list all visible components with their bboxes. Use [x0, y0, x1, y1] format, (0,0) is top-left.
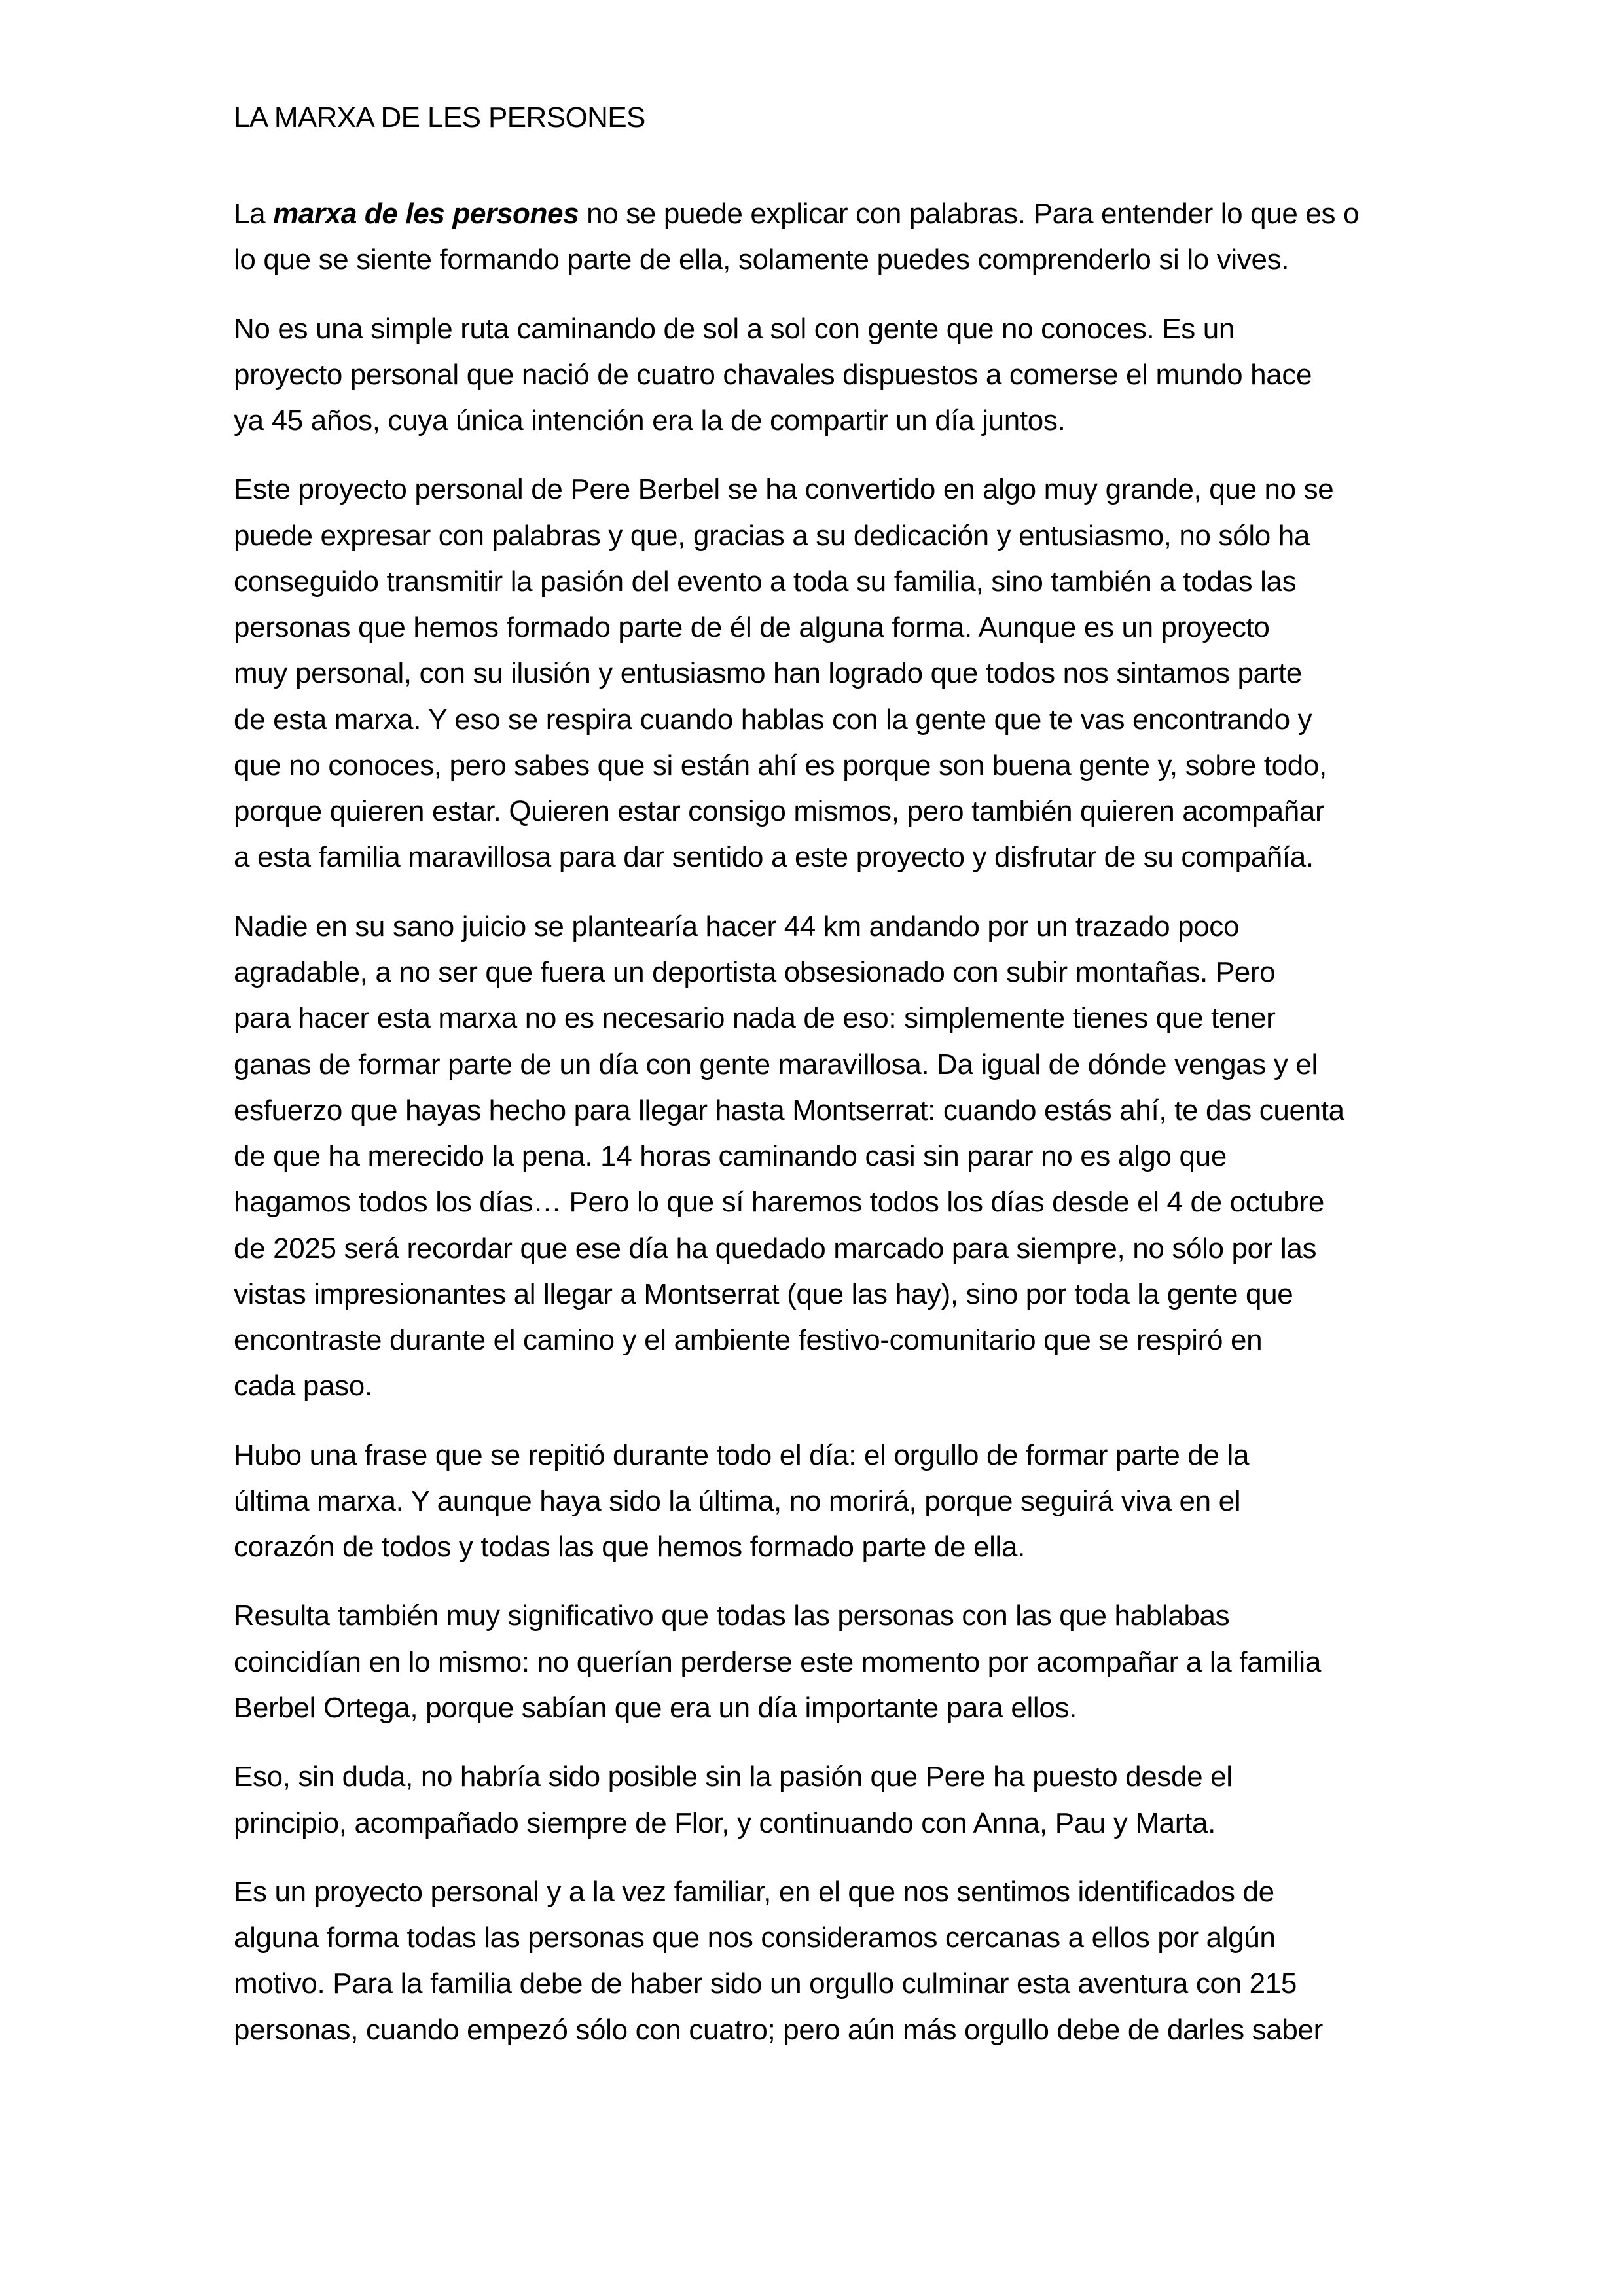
- text-line: proyecto personal que nació de cuatro chavales dispuestos a comerse el mundo hace: [234, 358, 1312, 391]
- text-line: para hacer esta marxa no es necesario nada de eso: simplemente tienes que tener: [234, 1002, 1276, 1035]
- text-line: Eso, sin duda, no habría sido posible sin la pasión que Pere ha puesto desde el: [234, 1761, 1233, 1793]
- text-line: coincidían en lo mismo: no querían perderse este momento por acompañar a la familia: [234, 1645, 1321, 1678]
- text-line: de esta marxa. Y eso se respira cuando hablas con la gente que te vas encontrando y: [234, 703, 1312, 736]
- document-body: [234, 191, 1477, 2076]
- paragraph: [234, 1869, 1477, 2053]
- paragraph: [234, 1433, 1477, 1571]
- text-line: Resulta también muy significativo que todas las personas con las que hablabas: [234, 1600, 1230, 1632]
- text-line: motivo. Para la familia debe de haber sido un orgullo culminar esta aventura con 215: [234, 1967, 1297, 2000]
- paragraph: [234, 1754, 1477, 1846]
- paragraph: [234, 467, 1477, 880]
- text-line: ganas de formar parte de un día con gente maravillosa. Da igual de dónde vengas y el: [234, 1048, 1318, 1081]
- text-line: corazón de todos y todas las que hemos formado parte de ella.: [234, 1531, 1025, 1564]
- text-line: personas, cuando empezó sólo con cuatro; pero aún más orgullo debe de darles saber: [234, 2013, 1323, 2046]
- text-line: lo que se siente formando parte de ella, solamente puedes comprenderlo si lo vives.: [234, 243, 1290, 276]
- emphasized-phrase: marxa de les persones: [273, 198, 579, 230]
- text-line: puede expresar con palabras y que, gracias a su dedicación y entusiasmo, no sólo ha: [234, 519, 1310, 552]
- paragraph: [234, 191, 1477, 283]
- text-line: encontraste durante el camino y el ambiente festivo-comunitario que se respiró en: [234, 1324, 1263, 1357]
- text-segment: La: [234, 198, 274, 230]
- text-line: de 2025 será recordar que ese día ha quedado marcado para siempre, no sólo por las: [234, 1232, 1317, 1265]
- paragraph: [234, 306, 1477, 444]
- paragraph: [234, 904, 1477, 1410]
- text-line: agradable, a no ser que fuera un deportista obsesionado con subir montañas. Pero: [234, 956, 1276, 989]
- text-line: última marxa. Y aunque haya sido la última, no morirá, porque seguirá viva en el: [234, 1484, 1241, 1517]
- text-line: Este proyecto personal de Pere Berbel se ha convertido en algo muy grande, que no se: [234, 473, 1334, 506]
- text-line: porque quieren estar. Quieren estar consigo mismos, pero también quieren acompañar: [234, 795, 1325, 828]
- text-line: vistas impresionantes al llegar a Montserrat (que las hay), sino por toda la gente que: [234, 1278, 1293, 1310]
- paragraph: [234, 1593, 1477, 1731]
- text-line: personas que hemos formado parte de él de alguna forma. Aunque es un proyecto: [234, 611, 1270, 644]
- text-line: Es un proyecto personal y a la vez familiar, en el que nos sentimos identificados de: [234, 1875, 1274, 1908]
- document-title: LA MARXA DE LES PERSONES: [234, 101, 645, 134]
- text-line: hagamos todos los días… Pero lo que sí haremos todos los días desde el 4 de octubre: [234, 1186, 1324, 1219]
- text-line: que no conoces, pero sabes que si están ahí es porque son buena gente y, sobre todo,: [234, 749, 1327, 781]
- text-segment: no se puede explicar con palabras. Para entender lo que es o: [579, 198, 1360, 230]
- text-line: [234, 191, 1477, 237]
- text-line: conseguido transmitir la pasión del evento a toda su familia, sino también a todas las: [234, 565, 1297, 598]
- text-line: Nadie en su sano juicio se plantearía hacer 44 km andando por un trazado poco: [234, 910, 1240, 942]
- text-line: No es una simple ruta caminando de sol a sol con gente que no conoces. Es un: [234, 312, 1235, 345]
- text-line: esfuerzo que hayas hecho para llegar hasta Montserrat: cuando estás ahí, te das cuenta: [234, 1094, 1344, 1126]
- text-line: Hubo una frase que se repitió durante todo el día: el orgullo de formar parte de la: [234, 1439, 1250, 1471]
- text-line: a esta familia maravillosa para dar sentido a este proyecto y disfrutar de su compañía.: [234, 841, 1314, 874]
- text-line: de que ha merecido la pena. 14 horas caminando casi sin parar no es algo que: [234, 1140, 1227, 1173]
- text-line: principio, acompañado siempre de Flor, y continuando con Anna, Pau y Marta.: [234, 1806, 1216, 1839]
- text-line: muy personal, con su ilusión y entusiasmo han logrado que todos nos sintamos parte: [234, 657, 1303, 690]
- text-line: ya 45 años, cuya única intención era la de compartir un día juntos.: [234, 404, 1066, 437]
- text-line: Berbel Ortega, porque sabían que era un día importante para ellos.: [234, 1691, 1077, 1724]
- text-line: cada paso.: [234, 1370, 372, 1403]
- text-line: alguna forma todas las personas que nos consideramos cercanas a ellos por algún: [234, 1922, 1276, 1954]
